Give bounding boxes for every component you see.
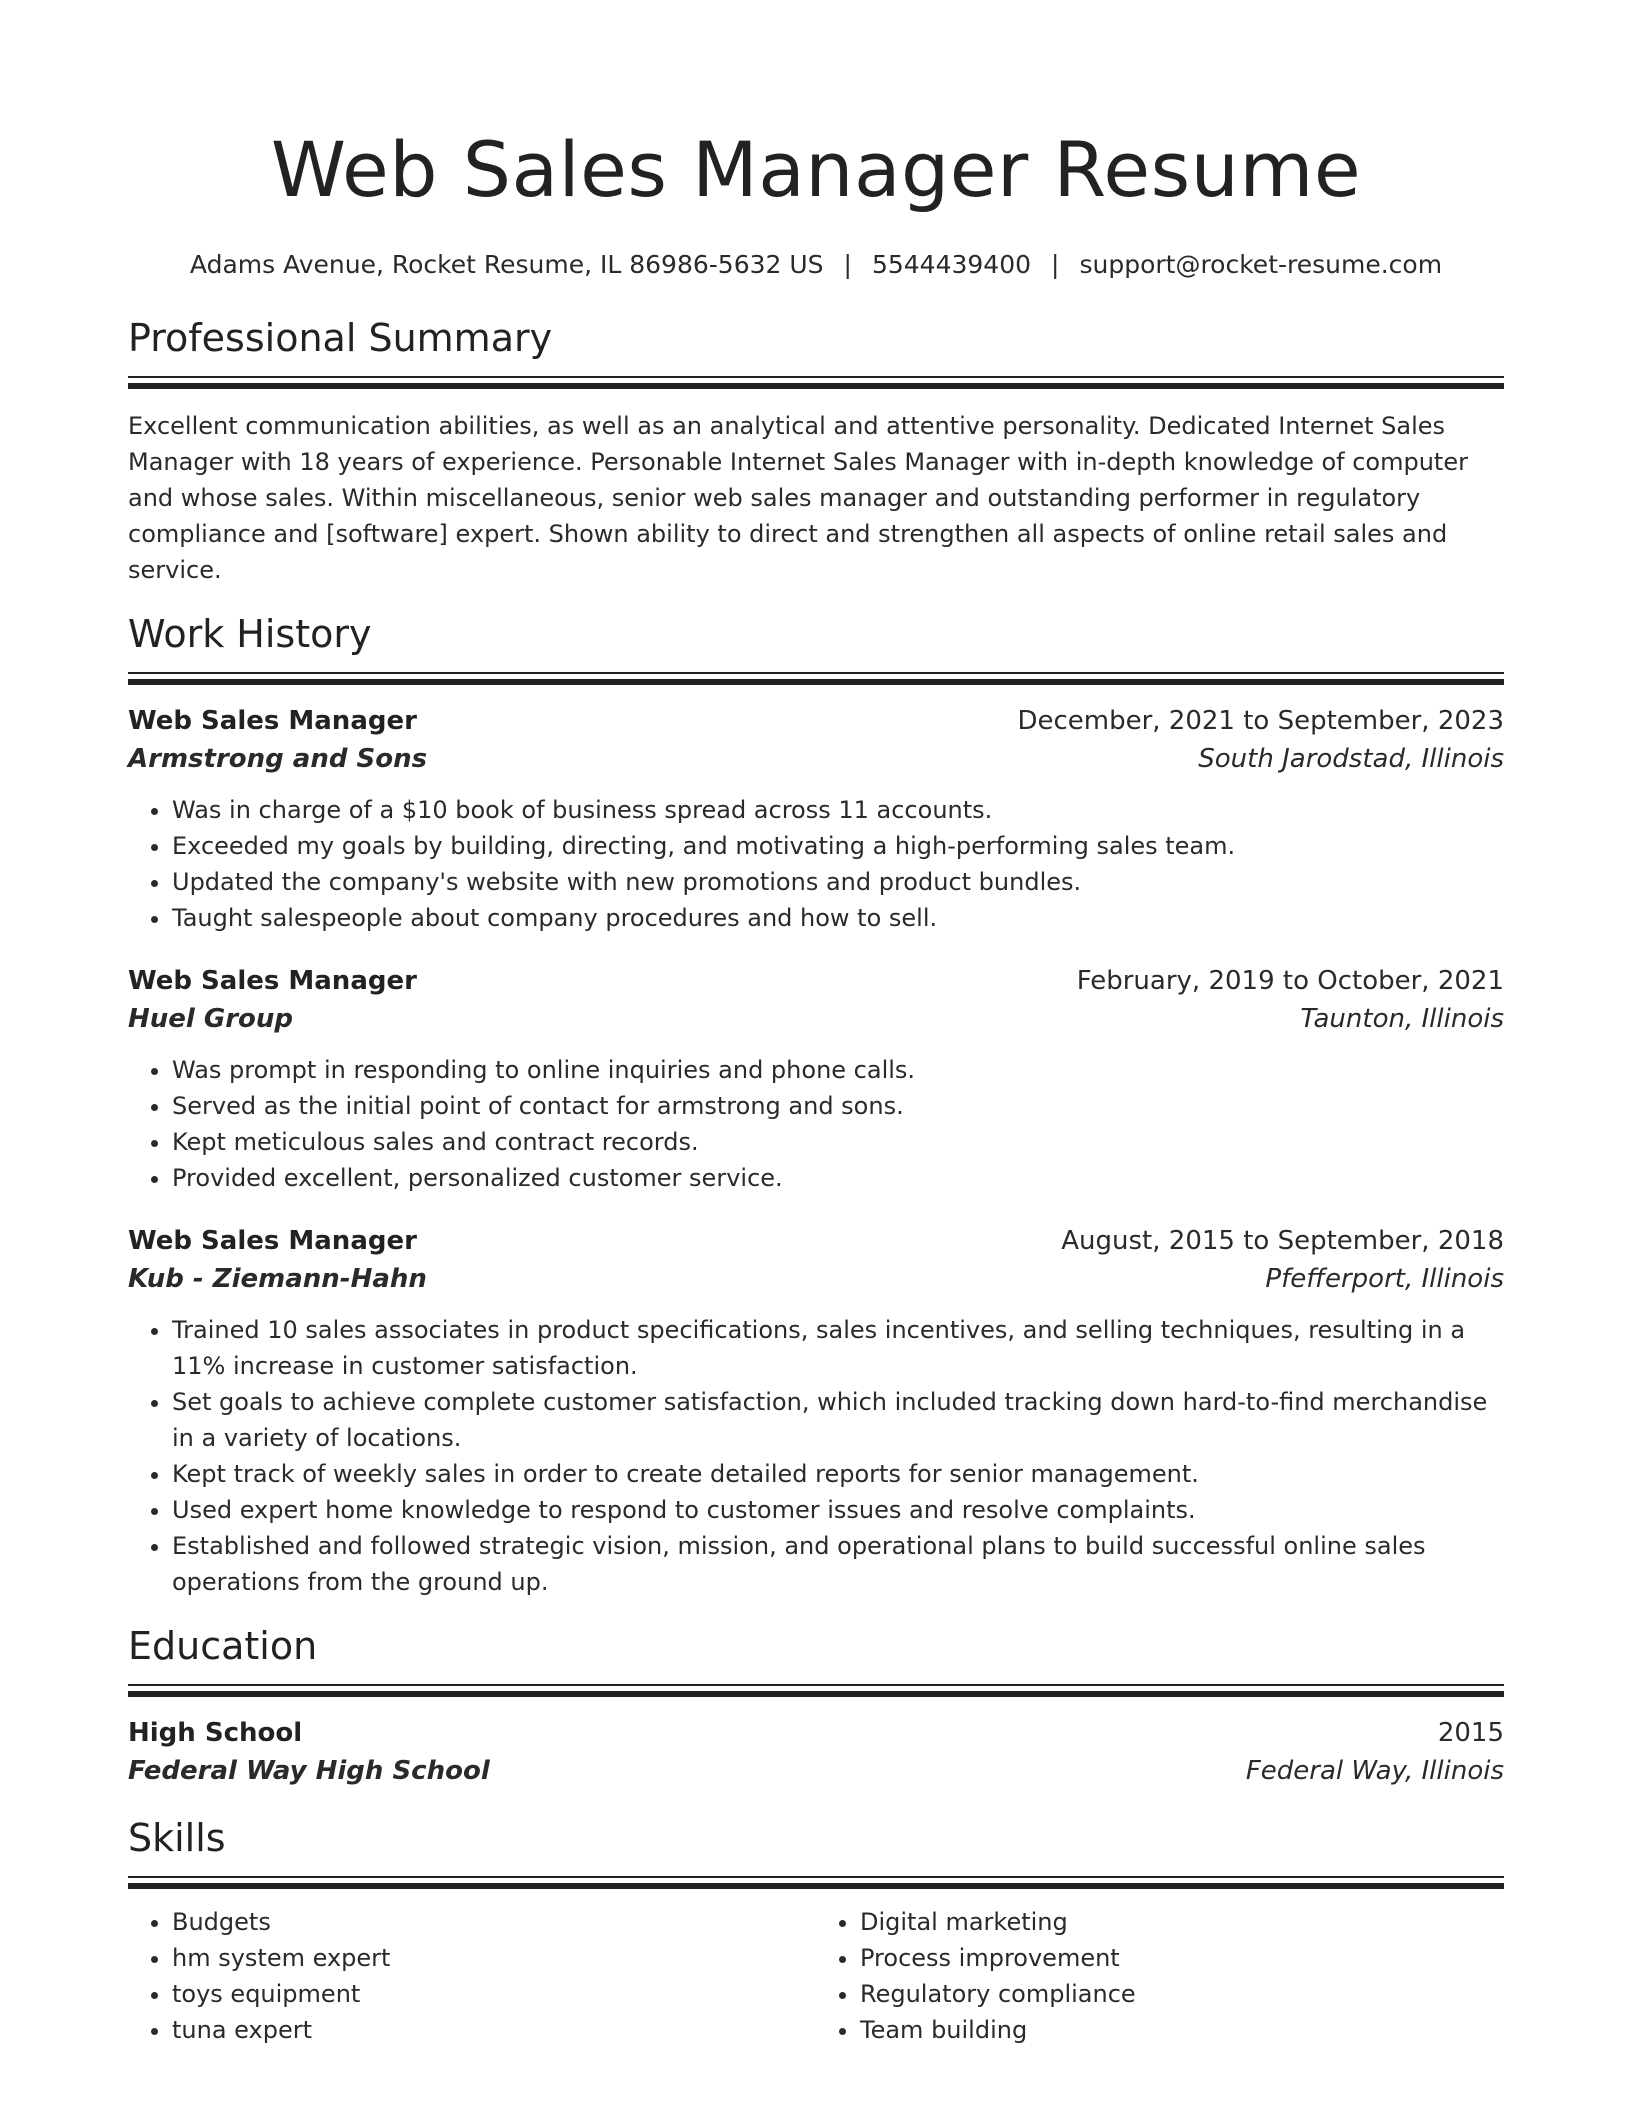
job-location: Pfefferport, Illinois: [1265, 1264, 1504, 1294]
education-section: [128, 1620, 1504, 1790]
education-entry: [128, 1714, 1504, 1790]
section-heading-skills: Skills: [128, 1816, 226, 1860]
list-item: • Kept track of weekly sales in order to create detailed reports for senior management.: [172, 1456, 1504, 1492]
job-dates: August, 2015 to September, 2018: [1061, 1226, 1504, 1256]
education-school: Federal Way High School: [128, 1756, 490, 1786]
skill-item: • Regulatory compliance: [860, 1976, 1504, 2012]
job-subheader-row: [128, 1260, 1504, 1298]
contact-line: [128, 248, 1504, 282]
section-heading-work: Work History: [128, 612, 372, 656]
job-header-row: [128, 1222, 1504, 1260]
section-divider: [128, 1684, 1504, 1698]
list-item: • Trained 10 sales associates in product specifications, sales incentives, and selling techniques, resulting in a 11% increase in customer satisfaction.: [172, 1312, 1504, 1384]
skill-item: • tuna expert: [172, 2012, 816, 2048]
section-heading-summary: Professional Summary: [128, 316, 553, 360]
contact-separator: |: [1051, 250, 1060, 279]
section-divider: [128, 672, 1504, 686]
skills-section: [128, 1812, 1504, 2048]
skill-item: • Digital marketing: [860, 1904, 1504, 1940]
job-dates: December, 2021 to September, 2023: [1017, 706, 1504, 736]
skill-item: • Budgets: [172, 1904, 816, 1940]
section-divider: [128, 1876, 1504, 1890]
job-bullets: [128, 1312, 1504, 1600]
list-item: • Exceeded my goals by building, directing, and motivating a high-performing sales team.: [172, 828, 1504, 864]
section-heading-education: Education: [128, 1624, 318, 1668]
section-divider: [128, 376, 1504, 390]
contact-address: Adams Avenue, Rocket Resume, IL 86986-5632 US: [189, 250, 824, 279]
contact-phone: 5544439400: [871, 250, 1032, 279]
education-subheader-row: [128, 1752, 1504, 1790]
job-location: Taunton, Illinois: [1300, 1004, 1504, 1034]
page-title: Web Sales Manager Resume: [270, 125, 1362, 214]
skill-item: • Team building: [860, 2012, 1504, 2048]
skill-item: • Process improvement: [860, 1940, 1504, 1976]
job-title: Web Sales Manager: [128, 1226, 417, 1256]
job-dates: February, 2019 to October, 2021: [1076, 966, 1504, 996]
job-title: Web Sales Manager: [128, 966, 417, 996]
education-degree: High School: [128, 1718, 303, 1748]
job-entry: [128, 702, 1504, 936]
education-location: Federal Way, Illinois: [1245, 1756, 1504, 1786]
skill-item: • hm system expert: [172, 1940, 816, 1976]
summary-section: [128, 312, 1504, 588]
education-header-row: [128, 1714, 1504, 1752]
skill-item: • toys equipment: [172, 1976, 816, 2012]
skills-column-right: [816, 1904, 1504, 2048]
list-item: • Kept meticulous sales and contract records.: [172, 1124, 1504, 1160]
list-item: • Provided excellent, personalized customer service.: [172, 1160, 1504, 1196]
list-item: • Used expert home knowledge to respond to customer issues and resolve complaints.: [172, 1492, 1504, 1528]
job-header-row: [128, 962, 1504, 1000]
job-subheader-row: [128, 740, 1504, 778]
list-item: • Updated the company's website with new promotions and product bundles.: [172, 864, 1504, 900]
education-year: 2015: [1437, 1718, 1504, 1748]
work-section: [128, 608, 1504, 1600]
job-entry: [128, 1222, 1504, 1600]
job-company: Huel Group: [128, 1004, 294, 1034]
list-item: • Served as the initial point of contact for armstrong and sons.: [172, 1088, 1504, 1124]
list-item: • Was prompt in responding to online inquiries and phone calls.: [172, 1052, 1504, 1088]
job-company: Kub - Ziemann-Hahn: [128, 1264, 427, 1294]
list-item: • Taught salespeople about company procedures and how to sell.: [172, 900, 1504, 936]
list-item: • Set goals to achieve complete customer satisfaction, which included tracking down hard-to-find merchandise in a variety of locations.: [172, 1384, 1504, 1456]
list-item: • Established and followed strategic vision, mission, and operational plans to build successful online sales operations from the ground up.: [172, 1528, 1504, 1600]
job-subheader-row: [128, 1000, 1504, 1038]
contact-separator: |: [843, 250, 852, 279]
skills-bullets: [128, 1904, 816, 2048]
job-location: South Jarodstad, Illinois: [1198, 744, 1504, 774]
job-company: Armstrong and Sons: [128, 744, 428, 774]
job-entry: [128, 962, 1504, 1196]
summary-text: Excellent communication abilities, as well as an analytical and attentive personality. Dedicated Internet Sales Manager with 18 years of experience. Personable Internet Sales Manager with in-depth knowledge of computer and whose sales. Within miscellaneous, senior web sales manager and outstanding performer in regulatory compliance and [software] expert. Shown ability to direct and strengthen all aspects of online retail sales and service.: [128, 412, 1468, 584]
list-item: • Was in charge of a $10 book of business spread across 11 accounts.: [172, 792, 1504, 828]
job-bullets: [128, 1052, 1504, 1196]
contact-email: support@rocket-resume.com: [1079, 250, 1443, 279]
job-bullets: [128, 792, 1504, 936]
job-title: Web Sales Manager: [128, 706, 417, 736]
skills-list: [128, 1904, 1504, 2048]
skills-bullets: [816, 1904, 1504, 2048]
skills-column-left: [128, 1904, 816, 2048]
job-header-row: [128, 702, 1504, 740]
